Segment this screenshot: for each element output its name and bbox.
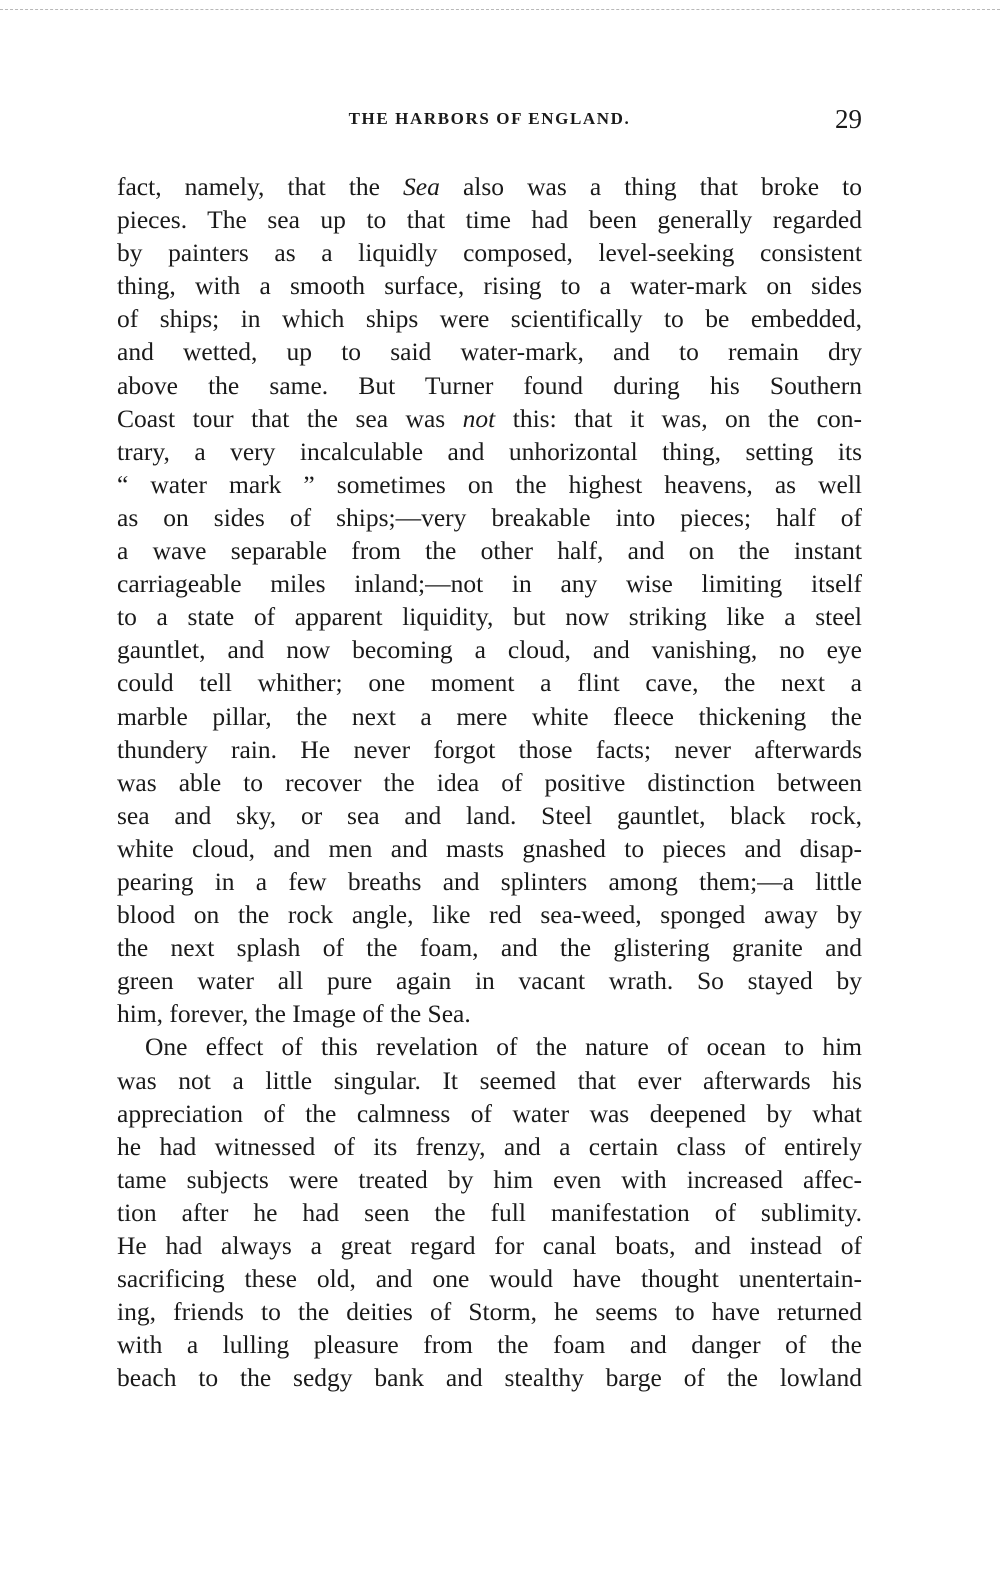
text-line xyxy=(117,700,862,733)
line-text: trary, a very incalculable and unhorizontal thing, setting its xyxy=(117,436,862,466)
text-line xyxy=(117,865,862,898)
text-line xyxy=(117,567,862,600)
line-text: pearing in a few breaths and splinters among them;—a little xyxy=(117,866,862,896)
text-line xyxy=(117,269,862,302)
line-text: him, forever, the Image of the Sea. xyxy=(117,999,471,1029)
line-text: “ water mark ” sometimes on the highest heavens, as well xyxy=(117,469,862,499)
line-text: he had witnessed of its frenzy, and a certain class of entirely xyxy=(117,1131,862,1161)
text-line xyxy=(117,335,862,368)
text-line xyxy=(117,766,862,799)
line-text: white cloud, and men and masts gnashed to pieces and disap- xyxy=(117,833,862,863)
line-text: to a state of apparent liquidity, but now striking like a steel xyxy=(117,602,862,632)
text-line xyxy=(117,997,862,1030)
italic-word: not xyxy=(462,403,496,433)
text-line xyxy=(117,799,862,832)
text-line xyxy=(117,236,862,269)
line-text: beach to the sedgy bank and stealthy barge of the lowland xyxy=(117,1363,862,1393)
line-text: was able to recover the idea of positive distinction between xyxy=(117,767,862,797)
line-text: Coast tour that the sea was xyxy=(117,403,463,433)
text-line xyxy=(117,1097,862,1130)
text-line xyxy=(117,1163,862,1196)
line-text: tion after he had seen the full manifestation of sublimity. xyxy=(117,1197,862,1227)
line-text: with a lulling pleasure from the foam and danger of the xyxy=(117,1330,862,1360)
line-text: was not a little singular. It seemed that ever afterwards his xyxy=(117,1065,862,1095)
line-text: this: that it was, on the con- xyxy=(495,403,862,433)
text-line xyxy=(117,1196,862,1229)
line-text: tame subjects were treated by him even with increased affec- xyxy=(117,1164,862,1194)
text-line xyxy=(117,1328,862,1361)
line-text: above the same. But Turner found during his Southern xyxy=(117,370,862,400)
text-line xyxy=(117,964,862,997)
text-line xyxy=(117,369,862,402)
line-text: and wetted, up to said water-mark, and to remain dry xyxy=(117,337,862,367)
line-text: gauntlet, and now becoming a cloud, and vanishing, no eye xyxy=(117,635,862,665)
text-line xyxy=(117,666,862,699)
page-number: 29 xyxy=(835,104,862,134)
text-line xyxy=(117,1030,862,1063)
text-line xyxy=(117,1361,862,1394)
line-text: also was a thing that broke to xyxy=(439,172,862,201)
line-text: thing, with a smooth surface, rising to a water-mark on sides xyxy=(117,271,862,301)
line-text: appreciation of the calmness of water was deepened by what xyxy=(117,1098,862,1128)
running-title: THE HARBORS OF ENGLAND. xyxy=(348,109,631,128)
text-line xyxy=(117,501,862,534)
line-text: of ships; in which ships were scientifically to be embedded, xyxy=(117,304,862,334)
line-text: green water all pure again in vacant wrath. So stayed by xyxy=(117,966,862,996)
text-line xyxy=(117,534,862,567)
text-line xyxy=(117,600,862,633)
text-line xyxy=(117,1262,862,1295)
text-line xyxy=(117,832,862,865)
text-line xyxy=(117,203,862,236)
italic-word: Sea xyxy=(403,172,440,201)
line-text: sea and sky, or sea and land. Steel gauntlet, black rock, xyxy=(117,800,862,830)
text-line xyxy=(117,931,862,964)
line-text: He had always a great regard for canal boats, and instead of xyxy=(117,1231,862,1260)
line-text: a wave separable from the other half, and on the instant xyxy=(117,536,862,566)
text-line xyxy=(117,468,862,501)
text-line xyxy=(117,170,862,203)
line-text: the next splash of the foam, and the glistering granite and xyxy=(117,933,862,963)
text-line xyxy=(117,898,862,931)
text-line xyxy=(117,402,862,435)
scan-edge-artifact xyxy=(0,9,1000,10)
text-line xyxy=(117,633,862,666)
line-text: could tell whither; one moment a flint cave, the next a xyxy=(117,668,862,698)
line-text: sacrificing these old, and one would have thought unentertain- xyxy=(117,1264,862,1294)
text-line xyxy=(117,1229,862,1262)
line-text: fact, namely, that the xyxy=(117,172,404,201)
line-text: as on sides of ships;—very breakable into pieces; half of xyxy=(117,502,862,532)
text-line xyxy=(117,733,862,766)
line-text: carriageable miles inland;—not in any wise limiting itself xyxy=(117,569,862,599)
text-line xyxy=(117,435,862,468)
text-line xyxy=(117,1064,862,1097)
line-text: by painters as a liquidly composed, level-seeking consistent xyxy=(117,238,862,268)
running-header xyxy=(117,106,862,136)
line-text: ing, friends to the deities of Storm, he seems to have returned xyxy=(117,1297,862,1327)
text-line xyxy=(117,1130,862,1163)
line-text: thundery rain. He never forgot those facts; never afterwards xyxy=(117,734,862,764)
text-line xyxy=(117,1295,862,1328)
body-text xyxy=(117,170,862,1394)
line-text: One effect of this revelation of the nature of ocean to him xyxy=(145,1032,862,1062)
line-text: pieces. The sea up to that time had been generally regarded xyxy=(117,205,862,235)
text-line xyxy=(117,302,862,335)
line-text: blood on the rock angle, like red sea-weed, sponged away by xyxy=(117,900,862,930)
line-text: marble pillar, the next a mere white fleece thickening the xyxy=(117,701,862,731)
